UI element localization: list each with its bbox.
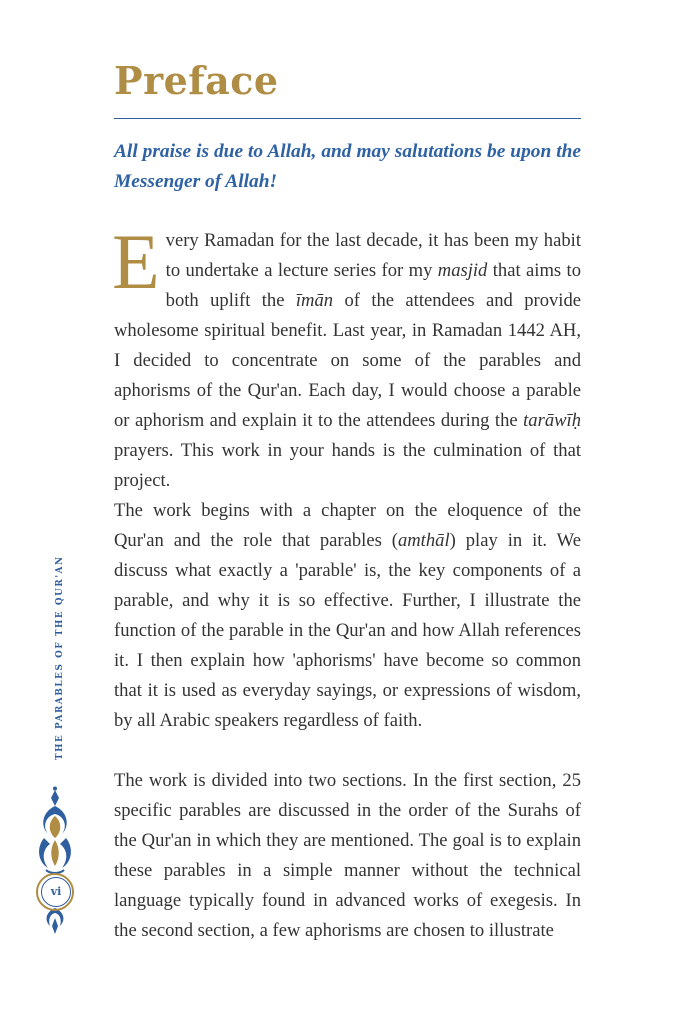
paragraph-3: The work is divided into two sections. In the first section, 25 specific parables are discussed in the order of the Surahs of the Qur'an in which they are mentioned. The goal is to explain these parables in a simple manner without the technical language typically found in advanced works of exegesis. In the second section, a few aphorisms are chosen to illustrate xyxy=(114,770,581,941)
running-head: THE PARABLES OF THE QUR'AN xyxy=(55,555,65,760)
p2-text-b: ) play in it. We discuss what exactly a 'parable' is, the key components of a parable, and why it is so effective. Further, I illustrate the function of the parable in the Qur'an and how Allah references it. I then explain how 'aphorisms' have become so common that it is used as everyday sayings, or expressions of wisdom, by all Arabic speakers regardless of faith. xyxy=(114,530,581,731)
p2-text-a: The work begins with a chapter on the eloquence of the Qur'an and the role that parables ( xyxy=(114,500,581,551)
p1-emphasis-masjid: masjid xyxy=(437,260,488,281)
p1-text-b: that aims to both uplift the xyxy=(165,260,581,311)
p1-text-c: of the attendees and provide wholesome spiritual benefit. Last year, in Ramadan 1442 AH, I decided to concentrate on some of the parables and aphorisms of the Qur'an. Each day, I would choose a parable or aphorism and explain it to the attendees during the xyxy=(114,290,581,431)
p1-emphasis-tarawih: tarāwīḥ xyxy=(523,410,581,431)
paragraph-1 xyxy=(112,218,581,496)
page-number: vi xyxy=(41,877,71,907)
p2-emphasis-amthal: amthāl xyxy=(397,530,450,551)
preface-subtitle: All praise is due to Allah, and may salutations be upon the Messenger of Allah! xyxy=(114,141,581,192)
p1-text-a: very Ramadan for the last decade, it has been my habit to undertake a lecture series for my xyxy=(165,230,581,281)
paragraph-2 xyxy=(114,496,581,736)
page-title: Preface xyxy=(114,58,279,103)
drop-cap: E xyxy=(112,218,160,305)
title-divider xyxy=(114,118,581,119)
ornament-icon xyxy=(30,786,80,936)
p1-text-d: prayers. This work in your hands is the culmination of that project. xyxy=(114,440,581,491)
p1-emphasis-iman: īmān xyxy=(295,290,334,311)
